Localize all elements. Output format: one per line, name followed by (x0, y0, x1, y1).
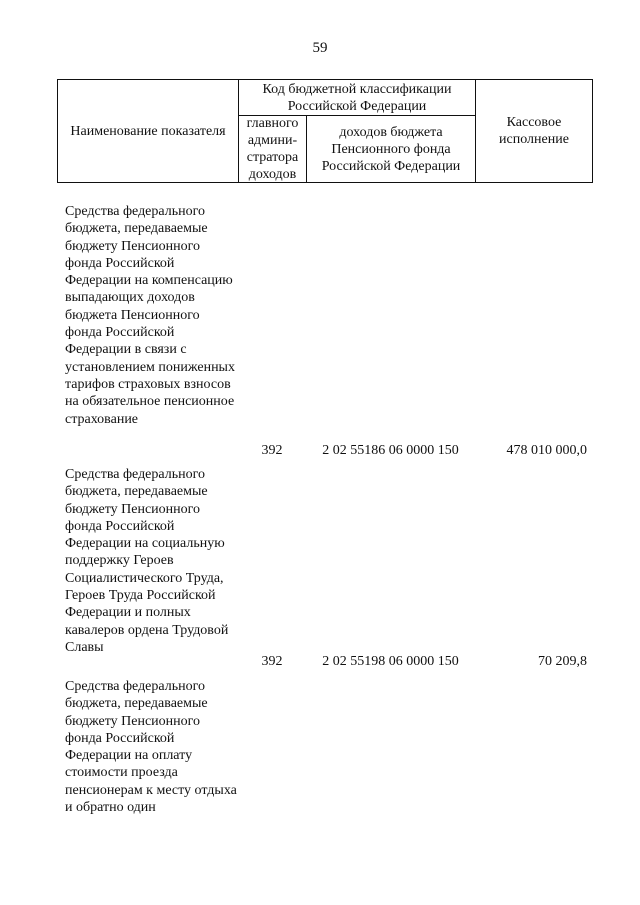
row-indicator-name: Средства федерального бюджета, передаваемые бюджету Пенсионного фонда Российской Федерации на социальную поддержку Героев Социалистического Труда, Героев Труда Российской Федерации и полных кавалеров ордена Трудовой Славы (65, 467, 229, 655)
row-admin-code: 392 (261, 443, 283, 458)
row-cash-execution: 70 209,8 (538, 654, 587, 669)
header-budget-code-group: Код бюджетной классификации Российской Федерации (239, 80, 476, 116)
header-cash-execution: Кассовое исполнение (499, 115, 569, 147)
row-admin-code: 392 (261, 654, 283, 669)
header-budget-income: доходов бюджета Пенсионного фонда Российской Федерации (307, 116, 476, 182)
row-indicator-name: Средства федерального бюджета, передаваемые бюджету Пенсионного фонда Российской Федерации на оплату стоимости проезда пенсионерам к месту отдыха и обратно один (65, 679, 237, 816)
page-number: 59 (312, 40, 328, 56)
row-indicator-name: Средства федерального бюджета, передаваемые бюджету Пенсионного фонда Российской Федерации на компенсацию выпадающих доходов бюджета Пенсионного фонда Российской Федерации в связи с установлением пониженных тарифов страховых взносов на обязательное пенсионное страхование (65, 204, 235, 427)
row-income-code: 2 02 55186 06 0000 150 (322, 443, 459, 458)
table-header (57, 79, 593, 183)
header-indicator-name: Наименование показателя (58, 80, 239, 182)
row-cash-execution: 478 010 000,0 (506, 443, 587, 458)
row-income-code: 2 02 55198 06 0000 150 (322, 654, 459, 669)
header-chief-admin: главного админи-стратора доходов (239, 116, 307, 182)
